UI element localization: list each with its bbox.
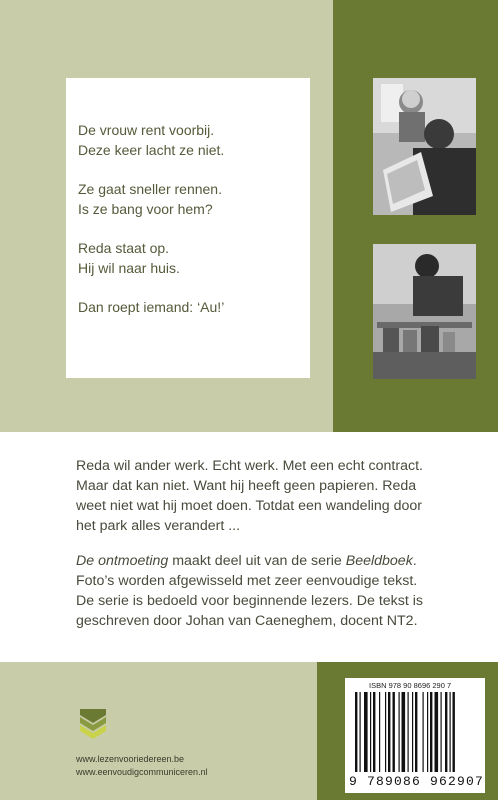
photo-man-reading-with-child xyxy=(373,78,476,215)
barcode-bar xyxy=(427,692,428,772)
blurb-line: Foto’s worden afgewisseld met zeer eenvoudige tekst. xyxy=(76,573,418,589)
blurb-text: maakt deel uit van de serie xyxy=(168,553,346,569)
url-link[interactable]: www.eenvoudigcommuniceren.nl xyxy=(76,767,208,777)
stanza xyxy=(78,297,310,317)
barcode-bar xyxy=(393,692,395,772)
series-name: Beeldboek xyxy=(345,553,413,569)
barcode-bar xyxy=(453,692,455,772)
barcode-bar xyxy=(370,692,371,772)
barcode-bar xyxy=(450,692,451,772)
isbn-label: ISBN 978 90 8696 290 7 xyxy=(369,681,452,690)
barcode-bar xyxy=(379,692,380,772)
barcode-bar xyxy=(441,692,442,772)
isbn-barcode xyxy=(345,678,485,793)
url-link[interactable]: www.lezenvooriedereen.be xyxy=(76,754,185,764)
stanza-line: Is ze bang voor hem? xyxy=(78,201,213,217)
barcode-bar xyxy=(408,692,409,772)
barcode-bar xyxy=(385,692,386,772)
stanza xyxy=(78,238,310,278)
book-title: De ontmoeting xyxy=(76,553,169,569)
blurb-text: . xyxy=(412,553,417,569)
barcode-bar xyxy=(412,692,413,772)
barcode-bar xyxy=(415,692,417,772)
blurb-line: weet niet wat hij moet doen. Totdat een wandeling door xyxy=(76,498,422,514)
blurb-line: Maar dat kan niet. Want hij heeft geen papieren. Reda xyxy=(76,478,417,494)
blurb-line: geschreven door Johan van Caeneghem, docent NT2. xyxy=(76,613,418,629)
barcode-bar xyxy=(388,692,390,772)
blurb-line: Reda wil ander werk. Echt werk. Met een echt contract. xyxy=(76,458,423,474)
barcode-bar xyxy=(355,692,357,772)
barcode-bar xyxy=(435,692,439,772)
barcode-bars xyxy=(355,692,475,772)
barcode-bar xyxy=(399,692,400,772)
barcode-bar xyxy=(364,692,368,772)
stanza-line: Dan roept iemand: ‘Au!’ xyxy=(78,299,225,315)
book-chevron-logo-icon xyxy=(78,705,108,739)
photo-man-cooking xyxy=(373,244,476,379)
blurb-line xyxy=(76,551,476,571)
barcode-bar xyxy=(373,692,375,772)
stanza-line: Hij wil naar huis. xyxy=(78,260,180,276)
stanza-line: Deze keer lacht ze niet. xyxy=(78,142,225,158)
stanza-line: Ze gaat sneller rennen. xyxy=(78,181,222,197)
back-cover-blurb xyxy=(76,456,476,646)
barcode-bar xyxy=(402,692,406,772)
stanza xyxy=(78,120,310,160)
stanza xyxy=(78,179,310,219)
blurb-line: het park alles verandert ... xyxy=(76,518,241,534)
barcode-bar xyxy=(430,692,432,772)
stanza-line: Reda staat op. xyxy=(78,240,170,256)
barcode-bar xyxy=(423,692,424,772)
blurb-paragraph xyxy=(76,456,476,536)
excerpt-card xyxy=(66,78,310,378)
series-paragraph xyxy=(76,551,476,631)
stanza-line: De vrouw rent voorbij. xyxy=(78,122,215,138)
publisher-urls xyxy=(76,753,208,779)
blurb-line: De serie is bedoeld voor beginnende lezers. De tekst is xyxy=(76,593,423,609)
ean-digits: 9 789086 962907 xyxy=(349,774,485,789)
barcode-bar xyxy=(360,692,361,772)
barcode-bar xyxy=(445,692,447,772)
